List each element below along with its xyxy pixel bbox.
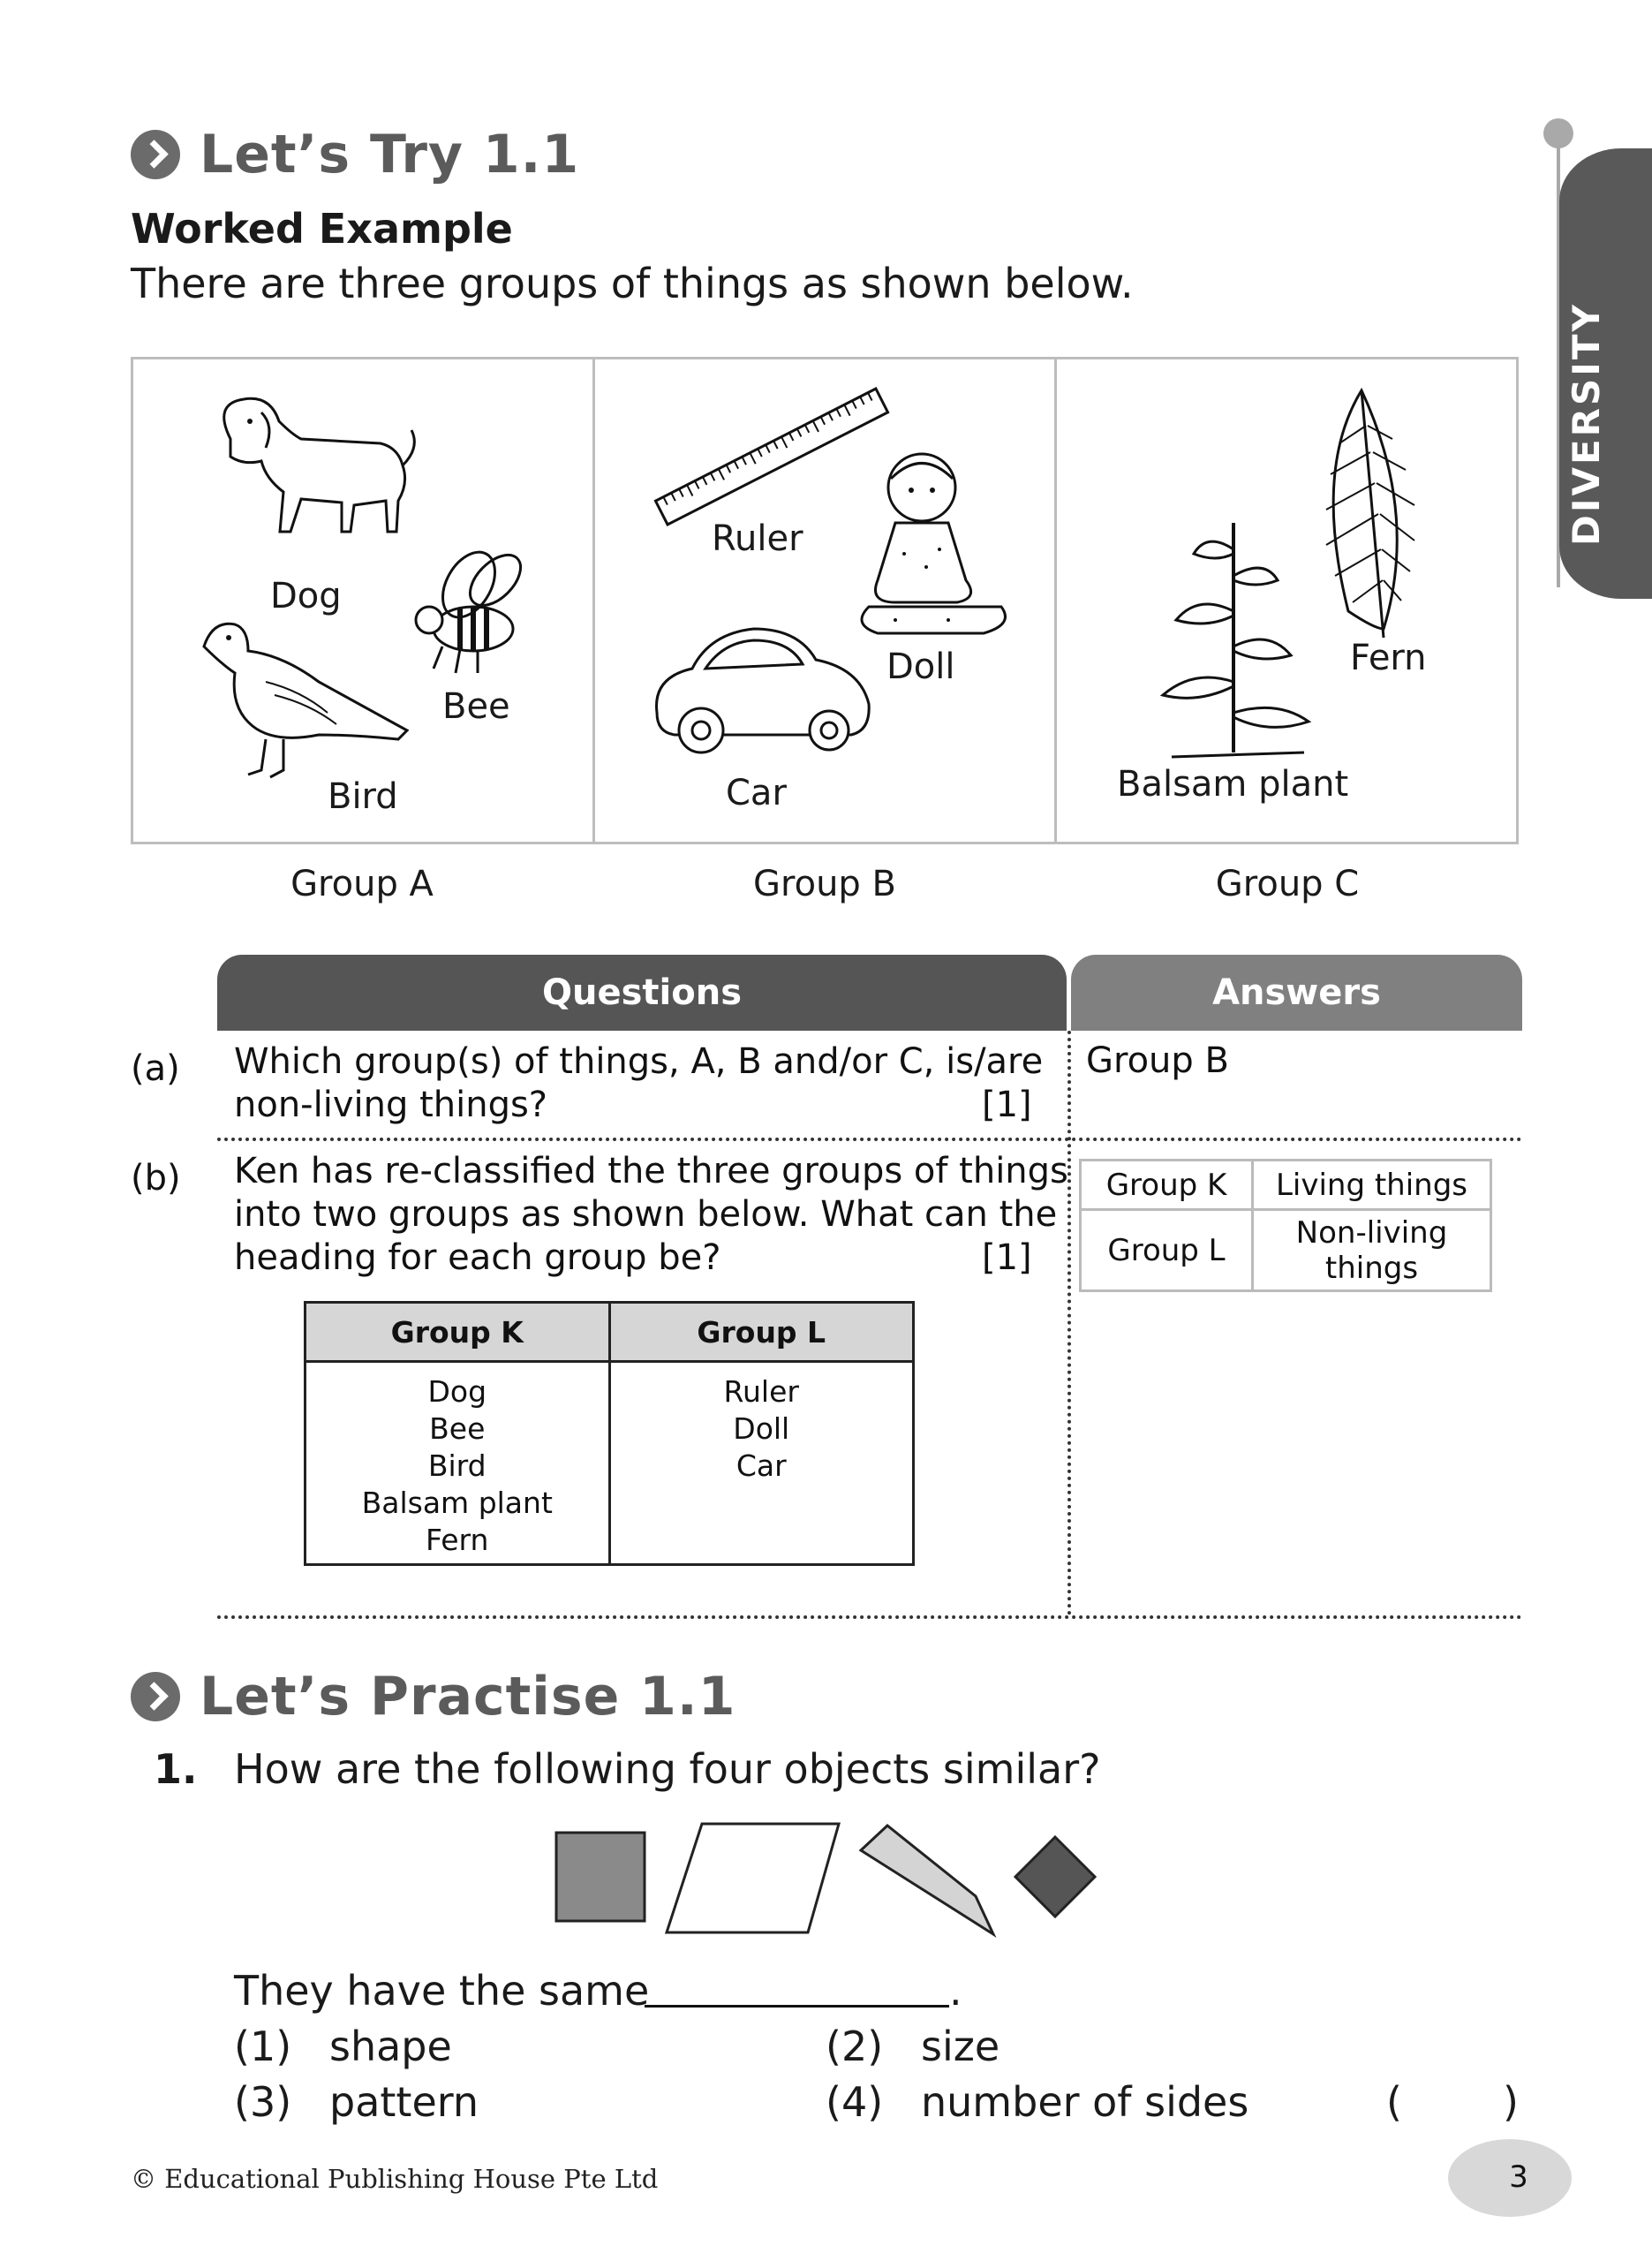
answer-b-group-l: Group L: [1081, 1210, 1253, 1291]
answer-b-heading-l-line2: things: [1324, 1250, 1419, 1286]
answer-b-table: [1079, 1159, 1492, 1292]
bird-label: Bird: [328, 776, 398, 817]
qa-bottom-divider: [217, 1615, 1522, 1619]
list-item: Doll: [733, 1411, 790, 1446]
copyright-text: © Educational Publishing House Pte Ltd: [131, 2164, 659, 2194]
group-k-header: Group K: [306, 1303, 610, 1362]
lets-try-heading: [131, 124, 579, 185]
side-tab-pin: [1543, 118, 1573, 148]
intro-text: There are three groups of things as shown below.: [131, 260, 1134, 307]
question-b-line1: Ken has re-classified the three groups of things: [234, 1151, 1068, 1191]
answer-blank-line: [645, 2005, 949, 2008]
question-b-label: (b): [131, 1158, 181, 1199]
qa-row-divider: [217, 1138, 1522, 1141]
doll-label: Doll: [886, 647, 955, 687]
worked-example-label: Worked Example: [131, 205, 513, 253]
balsam-plant-illustration: [1136, 514, 1331, 761]
group-c-label: Group C: [1215, 864, 1360, 904]
lets-practise-heading: [131, 1666, 735, 1728]
fern-label: Fern: [1350, 638, 1427, 678]
answer-bracket-open: (: [1386, 2078, 1402, 2126]
parallelogram-shape: [667, 1824, 839, 1932]
question-a-line1: Which group(s) of things, A, B and/or C, is/are: [234, 1041, 1044, 1082]
dog-illustration: [177, 386, 425, 554]
diamond-shape: [1015, 1837, 1095, 1917]
option-4-text: number of sides: [921, 2078, 1249, 2126]
question-b-mark: [1]: [982, 1237, 1032, 1278]
lets-try-title: Let’s Try 1.1: [200, 124, 580, 185]
bird-illustration: [186, 611, 425, 788]
answers-header: Answers: [1071, 955, 1522, 1031]
group-c-cell: [1057, 359, 1516, 842]
trapezium-shape: [861, 1826, 993, 1934]
list-item: Bird: [427, 1448, 487, 1483]
groups-figure: [131, 357, 1519, 844]
group-l-header: Group L: [609, 1303, 914, 1362]
group-l-items: [609, 1362, 914, 1565]
group-b-cell: [595, 359, 1057, 842]
option-3-text: pattern: [329, 2078, 479, 2126]
option-4-num: (4): [826, 2078, 884, 2126]
answer-b-heading-l-line1: Non-living: [1295, 1214, 1448, 1251]
option-2-text: size: [921, 2023, 1000, 2070]
option-3-num: (3): [234, 2078, 292, 2126]
list-item: Ruler: [723, 1374, 799, 1409]
list-item: Bee: [429, 1411, 486, 1446]
group-a-label: Group A: [290, 864, 434, 904]
question-1-number: 1.: [154, 1745, 198, 1793]
question-1-stem: They have the same: [234, 1967, 650, 2015]
option-1-text: shape: [329, 2023, 452, 2070]
answer-b-heading-k: Living things: [1253, 1161, 1491, 1210]
dog-label: Dog: [270, 576, 342, 616]
ruler-label: Ruler: [712, 518, 803, 559]
page-number: 3: [1509, 2159, 1528, 2195]
group-k-l-table: [304, 1301, 915, 1566]
qa-vertical-divider: [1067, 1031, 1071, 1615]
option-1-num: (1): [234, 2023, 292, 2070]
questions-header: Questions: [217, 955, 1067, 1031]
chevron-right-icon: [131, 130, 180, 179]
question-1-stem-end: .: [949, 1967, 962, 2015]
list-item: Dog: [427, 1374, 487, 1409]
answer-bracket-close: ): [1503, 2078, 1519, 2126]
four-shapes-figure: [547, 1815, 1104, 1939]
question-a-mark: [1]: [982, 1085, 1032, 1125]
group-a-cell: [133, 359, 595, 842]
question-a-label: (a): [131, 1048, 180, 1089]
question-b-line2: into two groups as shown below. What can the: [234, 1194, 1058, 1235]
list-item: Balsam plant: [361, 1486, 553, 1520]
question-1-text: How are the following four objects similar?: [234, 1745, 1101, 1793]
balsam-plant-label: Balsam plant: [1117, 764, 1349, 805]
lets-practise-title: Let’s Practise 1.1: [200, 1666, 736, 1728]
side-tab-label: DIVERSITY: [1565, 302, 1608, 546]
option-2-num: (2): [826, 2023, 884, 2070]
answer-a: Group B: [1086, 1040, 1229, 1081]
group-b-label: Group B: [753, 864, 896, 904]
group-k-items: [306, 1362, 610, 1565]
car-illustration: [639, 616, 886, 766]
bee-label: Bee: [442, 686, 510, 727]
square-shape: [556, 1833, 645, 1921]
question-a-line2: non-living things?: [234, 1085, 548, 1125]
chevron-right-icon: [131, 1672, 180, 1721]
list-item: Car: [735, 1448, 787, 1483]
car-label: Car: [726, 773, 787, 813]
question-b-line3: heading for each group be?: [234, 1237, 721, 1278]
answer-b-group-k: Group K: [1081, 1161, 1253, 1210]
list-item: Fern: [426, 1523, 489, 1557]
answer-b-heading-l: [1253, 1210, 1491, 1291]
